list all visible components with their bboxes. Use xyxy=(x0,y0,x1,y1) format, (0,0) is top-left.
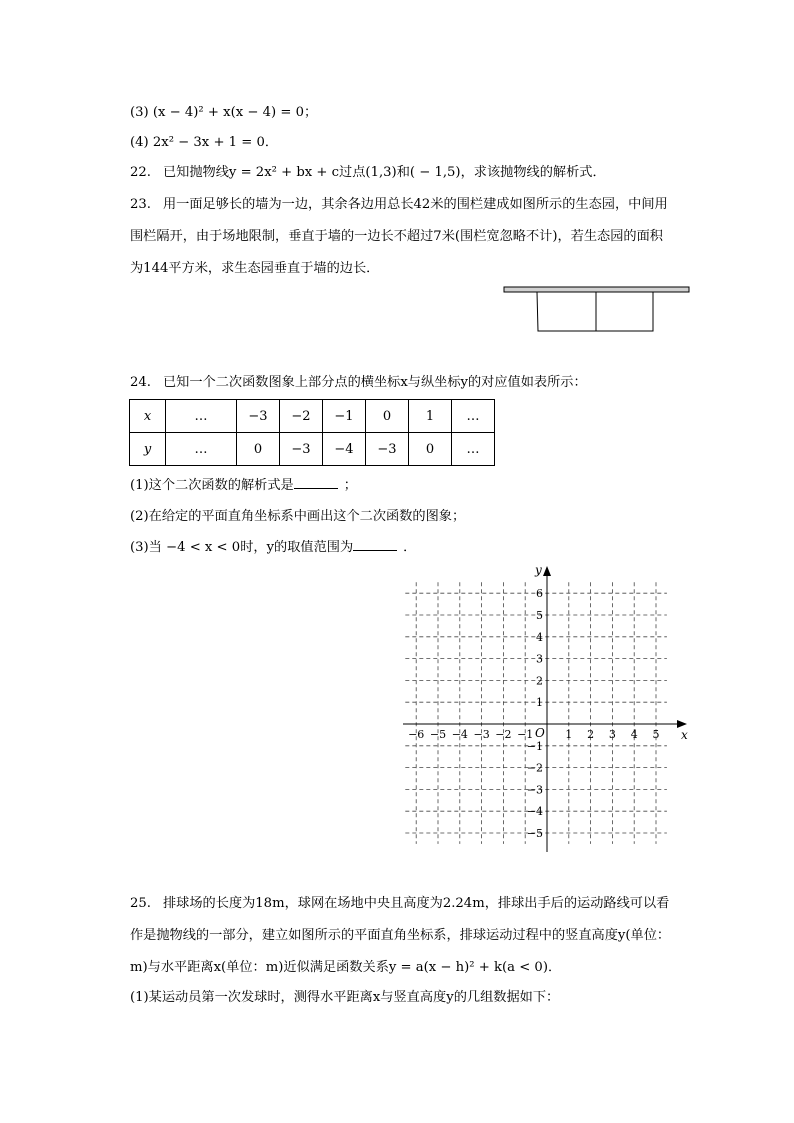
table-cell: −4 xyxy=(323,433,366,466)
part-3-text: (3)当 −4 < x < 0时，y的取值范围为 xyxy=(130,540,354,555)
origin-label: O xyxy=(535,726,545,740)
table-cell: … xyxy=(166,433,237,466)
table-row xyxy=(130,400,495,433)
y-tick-label: −5 xyxy=(526,827,543,840)
table-cell: −1 xyxy=(323,400,366,433)
x-tick-label: 4 xyxy=(630,728,638,741)
value-table xyxy=(129,399,495,466)
table-cell: x xyxy=(130,400,166,433)
answer-blank-1[interactable] xyxy=(294,476,338,489)
part-3-end: ． xyxy=(403,540,417,555)
x-tick-label: 3 xyxy=(608,728,616,741)
wall xyxy=(504,287,689,292)
question-23-line-3: 为144平方米，求生态园垂直于墙的边长． xyxy=(130,261,380,276)
question-24 xyxy=(130,373,587,393)
y-tick-label: 2 xyxy=(536,674,543,688)
question-25-line-4: (1)某运动员第一次发球时，测得水平距离x与竖直高度y的几组数据如下： xyxy=(130,990,560,1005)
table-cell: −3 xyxy=(280,433,323,466)
y-tick-label: −3 xyxy=(526,783,543,797)
question-25-line-2: 作是抛物线的一部分，建立如图所示的平面直角坐标系，排球运动过程中的竖直高度y(单位： xyxy=(130,928,671,943)
y-axis-label: y xyxy=(535,563,542,577)
x-axis-label: x xyxy=(681,728,688,742)
question-24-text: 已知一个二次函数图象上部分点的横坐标x与纵坐标y的对应值如表所示： xyxy=(162,375,587,390)
table-cell: y xyxy=(130,433,166,466)
question-23-number: 23. xyxy=(130,197,151,212)
table-cell: −3 xyxy=(237,400,280,433)
table-cell: −2 xyxy=(280,400,323,433)
y-tick-label: 6 xyxy=(536,587,543,601)
y-tick-label: 5 xyxy=(536,609,543,622)
x-tick-label: 5 xyxy=(652,728,660,741)
table-row xyxy=(130,433,495,466)
x-tick-label: −2 xyxy=(495,728,512,741)
table-cell: −3 xyxy=(366,433,409,466)
x-tick-label: −3 xyxy=(473,728,490,741)
x-tick-label: −6 xyxy=(408,728,425,741)
part-1-text: (1)这个二次函数的解析式是 xyxy=(130,478,294,493)
equation-4: (4) 2x² − 3x + 1 = 0． xyxy=(130,135,279,150)
x-tick-label: −5 xyxy=(429,728,447,741)
question-23-line-1 xyxy=(130,195,668,215)
question-22 xyxy=(130,163,606,183)
y-tick-label: 3 xyxy=(536,652,543,666)
y-tick-label: 4 xyxy=(536,630,543,644)
x-tick-label: 1 xyxy=(565,728,573,741)
table-cell: … xyxy=(166,400,237,433)
y-tick-label: −4 xyxy=(526,805,543,819)
x-tick-label: 2 xyxy=(587,728,595,741)
equation-3: (3) (x − 4)² + x(x − 4) = 0； xyxy=(130,105,318,120)
table-cell: 1 xyxy=(409,400,452,433)
table-cell: 0 xyxy=(409,433,452,466)
fence xyxy=(537,292,653,331)
question-24-number: 24. xyxy=(130,375,151,390)
question-24-part-3 xyxy=(130,538,416,558)
y-axis-arrow xyxy=(543,566,551,576)
garden-figure xyxy=(500,284,692,334)
question-24-part-1 xyxy=(130,476,357,496)
x-tick-label: −1 xyxy=(517,728,534,741)
y-tick-label: −2 xyxy=(526,761,543,775)
question-22-text: 已知抛物线y = 2x² + bx + c过点(1,3)和( − 1,5)，求该抛物线的解析式． xyxy=(162,165,606,180)
answer-blank-3[interactable] xyxy=(353,538,397,551)
table-cell: … xyxy=(452,433,495,466)
question-23-text-1: 用一面足够长的墙为一边，其余各边用总长42米的围栏建成如图所示的生态园，中间用 xyxy=(162,197,668,212)
table-cell: 0 xyxy=(366,400,409,433)
y-tick-label: 1 xyxy=(536,696,543,710)
table-cell: 0 xyxy=(237,433,280,466)
x-axis-arrow xyxy=(677,720,687,728)
question-22-number: 22. xyxy=(130,165,151,180)
question-25-number: 25. xyxy=(130,896,151,911)
x-tick-label: −4 xyxy=(451,728,468,741)
table-cell: … xyxy=(452,400,495,433)
coordinate-grid xyxy=(395,560,700,860)
question-24-part-2: (2)在给定的平面直角坐标系中画出这个二次函数的图象； xyxy=(130,509,466,524)
y-tick-label: −1 xyxy=(526,739,543,753)
question-25-line-3: m)与水平距离x(单位：m)近似满足函数关系y = a(x − h)² + k(a < 0)． xyxy=(130,960,562,975)
question-25-text-1: 排球场的长度为18m，球网在场地中央且高度为2.24m，排球出手后的运动路线可以看 xyxy=(162,896,670,911)
part-1-end: ； xyxy=(343,478,357,493)
question-23-line-2: 围栏隔开，由于场地限制，垂直于墙的一边长不超过7米(围栏宽忽略不计)，若生态园的面积 xyxy=(130,229,663,244)
question-25-line-1 xyxy=(130,894,669,914)
